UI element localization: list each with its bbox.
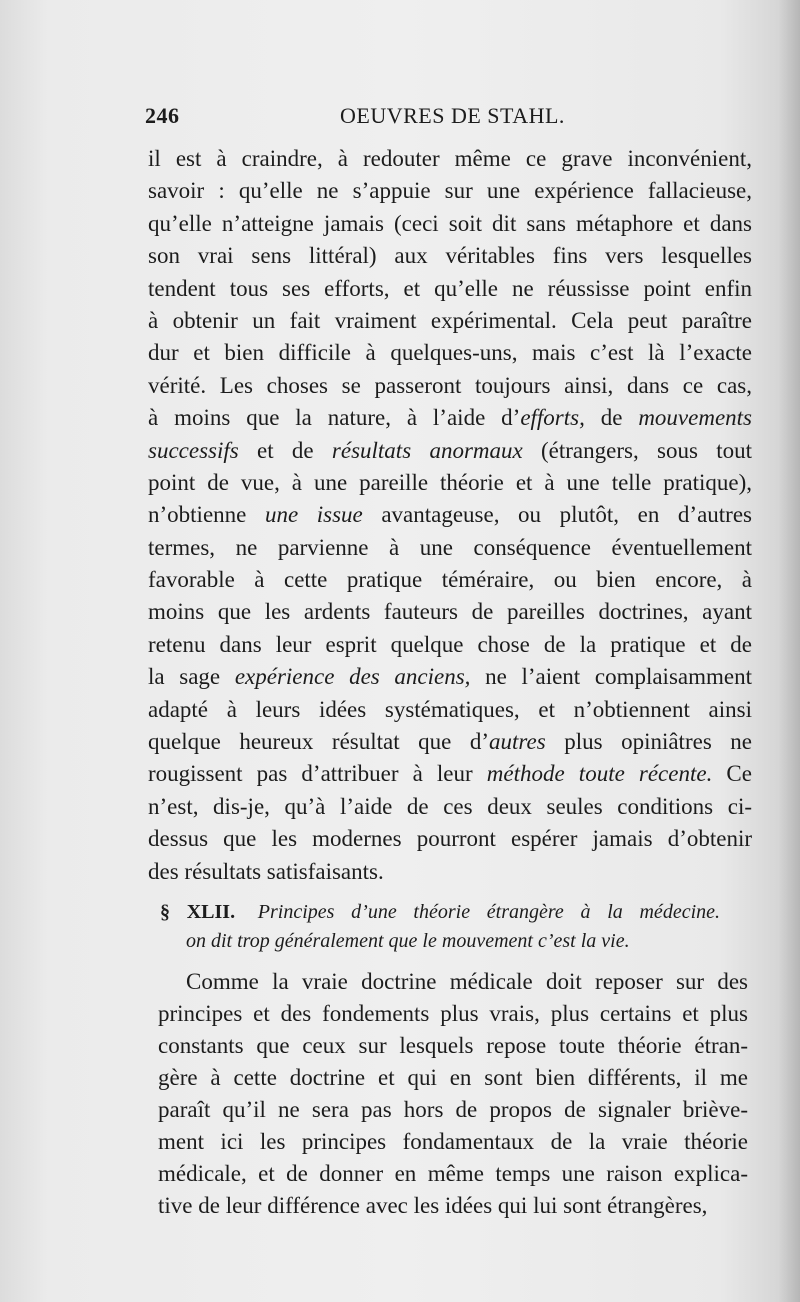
page-header xyxy=(145,103,745,143)
text-line xyxy=(148,240,752,272)
text-segment: n’obtienne xyxy=(148,502,265,528)
page-gutter-shadow xyxy=(778,0,800,1302)
text-segment: retenu dans leur esprit quelque chose de la pratique et de xyxy=(148,631,752,657)
text-segment: et de xyxy=(238,437,332,463)
text-line xyxy=(148,791,752,823)
text-segment: qu’elle n’atteigne jamais (ceci soit dit sans métaphore et dans xyxy=(148,210,752,236)
section-heading-line xyxy=(160,927,720,956)
text-segment: dur et bien difficile à quelques-uns, mais c’est là l’exacte xyxy=(148,340,752,366)
section-number: § XLII. xyxy=(160,901,236,923)
text-segment: avantageuse, ou plutôt, en d’autres xyxy=(362,502,753,528)
text-segment: plus opiniâtres ne xyxy=(545,729,752,755)
italic-text: mouvements xyxy=(638,405,752,431)
text-line xyxy=(148,856,752,888)
page-number: 246 xyxy=(145,103,180,128)
text-segment: rougissent pas d’attribuer à leur xyxy=(148,761,487,787)
text-segment: constants que ceux sur lesquels repose toute théorie étran- xyxy=(158,1033,748,1058)
text-line xyxy=(148,467,752,499)
text-segment: n’est, dis-je, qu’à l’aide de ces deux seules conditions ci- xyxy=(148,793,752,819)
text-segment: ne l’aient complaisamment xyxy=(470,664,752,690)
text-segment: médicale, et de donner en même temps une raison explica- xyxy=(158,1161,748,1186)
text-line xyxy=(148,402,752,434)
paragraph-continuation xyxy=(148,143,752,888)
italic-text: méthode toute récente. xyxy=(486,761,713,787)
text-segment: à moins que la nature, à l’aide d’ xyxy=(148,405,521,431)
text-line xyxy=(158,1030,748,1062)
italic-text: successifs xyxy=(148,437,239,463)
text-line xyxy=(148,305,752,337)
text-segment: gère à cette doctrine et qui en sont bien différents, il me xyxy=(158,1065,748,1090)
text-segment: Comme la vraie doctrine médicale doit reposer sur des xyxy=(186,969,748,994)
text-line xyxy=(148,499,752,531)
text-line xyxy=(148,435,752,467)
text-segment: vérité. Les choses se passeront toujours ainsi, dans ce cas, xyxy=(148,372,752,398)
text-line xyxy=(158,966,748,998)
text-line xyxy=(148,596,752,628)
text-segment: principes et des fondements plus vrais, plus certains et plus xyxy=(158,1001,748,1026)
section-title-line-2: on dit trop généralement que le mouvement c’est la vie. xyxy=(186,930,630,952)
italic-text: expérience des anciens, xyxy=(234,664,471,690)
text-line xyxy=(148,337,752,369)
text-segment: tendent tous ses efforts, et qu’elle ne réussisse point enfin xyxy=(148,275,752,301)
paragraph-section-42 xyxy=(158,966,748,1222)
text-segment: savoir : qu’elle ne s’appuie sur une expérience fallacieuse, xyxy=(148,178,752,204)
text-segment: termes, ne parvienne à une conséquence éventuellement xyxy=(148,534,752,560)
italic-text: autres xyxy=(489,729,546,755)
text-line xyxy=(148,532,752,564)
text-segment: favorable à cette pratique téméraire, ou bien encore, à xyxy=(148,567,752,593)
italic-text: une issue xyxy=(264,502,363,528)
text-segment: des résultats satisfaisants. xyxy=(148,858,384,884)
section-heading xyxy=(160,898,720,956)
text-segment: quelque heureux résultat que d’ xyxy=(148,729,490,755)
text-line xyxy=(148,661,752,693)
text-segment: paraît qu’il ne sera pas hors de propos de signaler briève- xyxy=(158,1097,748,1122)
text-segment: (étrangers, sous tout xyxy=(522,437,752,463)
text-line xyxy=(148,758,752,790)
section-title-line-1: Principes d’une théorie étrangère à la médecine. xyxy=(257,901,720,923)
text-segment: dessus que les modernes pourront espérer jamais d’obtenir xyxy=(148,826,752,852)
italic-text: efforts, xyxy=(520,405,585,431)
text-line xyxy=(158,1158,748,1190)
running-head: OEUVRES DE STAHL. xyxy=(340,103,565,128)
text-segment: son vrai sens littéral) aux véritables fins vers lesquelles xyxy=(148,243,752,269)
section-heading-line xyxy=(160,898,720,927)
text-line xyxy=(148,823,752,855)
text-line xyxy=(158,1062,748,1094)
text-line xyxy=(158,1094,748,1126)
text-line xyxy=(148,175,752,207)
text-line xyxy=(158,1126,748,1158)
text-line xyxy=(148,208,752,240)
text-segment: Ce xyxy=(712,761,752,787)
text-segment: ment ici les principes fondamentaux de la vraie théorie xyxy=(158,1129,748,1154)
text-segment: point de vue, à une pareille théorie et à une telle pratique), xyxy=(148,469,752,495)
text-segment: la sage xyxy=(148,664,235,690)
italic-text: résultats anormaux xyxy=(331,437,523,463)
text-line xyxy=(158,1190,748,1222)
text-line xyxy=(148,273,752,305)
text-segment: adapté à leurs idées systématiques, et n’obtiennent ainsi xyxy=(148,696,752,722)
text-line xyxy=(148,694,752,726)
text-line xyxy=(148,143,752,175)
text-line xyxy=(158,998,748,1030)
text-line xyxy=(148,370,752,402)
text-segment: moins que les ardents fauteurs de pareilles doctrines, ayant xyxy=(148,599,752,625)
text-line xyxy=(148,629,752,661)
text-segment: de xyxy=(584,405,639,431)
text-segment: il est à craindre, à redouter même ce grave inconvénient, xyxy=(148,146,752,171)
text-segment: tive de leur différence avec les idées qui lui sont étrangères, xyxy=(158,1193,708,1218)
text-segment: à obtenir un fait vraiment expérimental. Cela peut paraître xyxy=(148,307,752,333)
text-line xyxy=(148,726,752,758)
text-line xyxy=(148,564,752,596)
